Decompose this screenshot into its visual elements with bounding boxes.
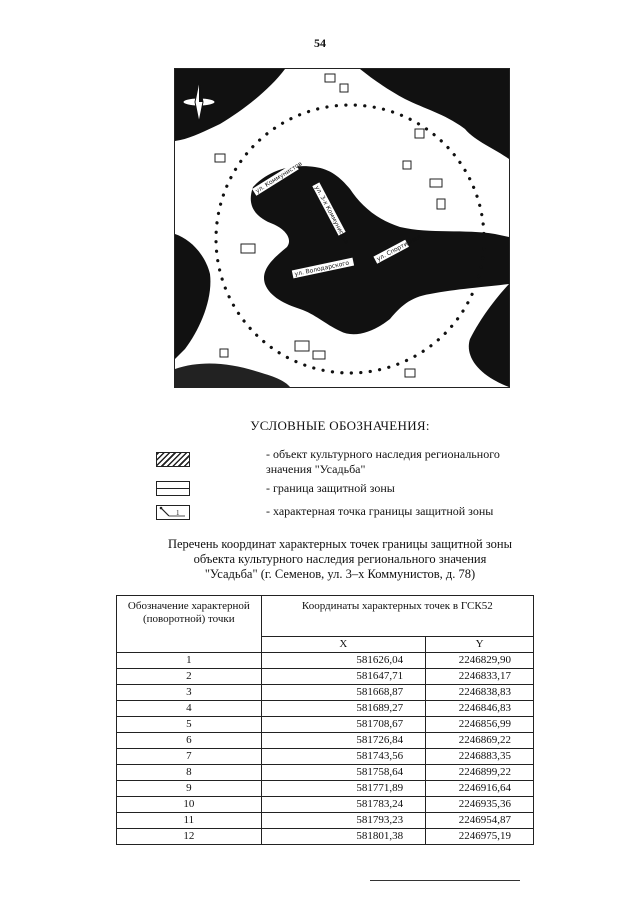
cell-point: 8	[117, 765, 262, 781]
cell-point: 7	[117, 749, 262, 765]
cell-x: 581771,89	[261, 781, 426, 797]
cell-y: 2246899,22	[426, 765, 534, 781]
table-row	[117, 797, 534, 813]
cell-y: 2246838,83	[426, 685, 534, 701]
heading-line: объекта культурного наследия регионального значения	[193, 552, 487, 566]
street-label: ул. Спортивная	[375, 233, 423, 263]
cell-y: 2246975,19	[426, 829, 534, 845]
site-plan-map	[174, 68, 510, 388]
page-number: 54	[314, 36, 326, 50]
cell-y: 2246846,83	[426, 701, 534, 717]
header-x: X	[261, 637, 426, 653]
legend-item-point: - характерная точка границы защитной зоны	[266, 504, 494, 518]
point-number-label: 1	[176, 509, 180, 517]
cell-x: 581626,04	[261, 653, 426, 669]
characteristic-point-icon	[156, 505, 190, 520]
cell-point: 6	[117, 733, 262, 749]
table-row	[117, 669, 534, 685]
legend-item-boundary: - граница защитной зоны	[266, 481, 395, 495]
cell-x: 581689,27	[261, 701, 426, 717]
cell-x: 581668,87	[261, 685, 426, 701]
cell-y: 2246856,99	[426, 717, 534, 733]
cell-y: 2246869,22	[426, 733, 534, 749]
terrain-area	[469, 284, 509, 387]
coordinates-table	[116, 595, 534, 845]
cell-point: 10	[117, 797, 262, 813]
table-row	[117, 717, 534, 733]
table-row	[117, 685, 534, 701]
cell-point: 3	[117, 685, 262, 701]
heading-line: Перечень координат характерных точек границы защитной зоны	[167, 537, 513, 551]
table-row	[117, 733, 534, 749]
cell-x: 581783,24	[261, 797, 426, 813]
cell-y: 2246954,87	[426, 813, 534, 829]
cell-y: 2246883,35	[426, 749, 534, 765]
estate-block	[251, 166, 509, 334]
boundary-line-icon	[156, 481, 190, 496]
cell-point: 9	[117, 781, 262, 797]
terrain-area	[360, 69, 509, 159]
cell-point: 1	[117, 653, 262, 669]
table-row	[117, 781, 534, 797]
legend-item-heritage: - объект культурного наследия регионального значения "Усадьба"	[266, 447, 500, 476]
cell-point: 12	[117, 829, 262, 845]
cell-y: 2246829,90	[426, 653, 534, 669]
table-row	[117, 749, 534, 765]
cell-x: 581647,71	[261, 669, 426, 685]
header-coordinates: Координаты характерных точек в ГСК52	[261, 596, 533, 637]
table-row	[117, 813, 534, 829]
header-y: Y	[426, 637, 534, 653]
cell-point: 5	[117, 717, 262, 733]
map-drawing	[175, 69, 509, 387]
table-row	[117, 653, 534, 669]
table-row	[117, 829, 534, 845]
cell-y: 2246833,17	[426, 669, 534, 685]
street-label: ул. 3-х Коммунистов	[313, 184, 350, 246]
footer-rule	[370, 880, 520, 881]
terrain-area	[175, 364, 290, 387]
heading-line: "Усадьба" (г. Семенов, ул. 3–х Коммунистов, д. 78)	[204, 567, 476, 581]
street-label: ул. Коммунистов	[254, 160, 304, 195]
cell-point: 4	[117, 701, 262, 717]
cell-x: 581743,56	[261, 749, 426, 765]
cell-x: 581801,38	[261, 829, 426, 845]
street-label: ул. Володарского	[293, 259, 350, 278]
hatched-rectangle-icon	[156, 452, 190, 467]
cell-x: 581726,84	[261, 733, 426, 749]
table-row	[117, 701, 534, 717]
cell-y: 2246935,36	[426, 797, 534, 813]
cell-x: 581793,23	[261, 813, 426, 829]
coordinates-heading	[0, 537, 640, 582]
cell-point: 2	[117, 669, 262, 685]
legend-title: УСЛОВНЫЕ ОБОЗНАЧЕНИЯ:	[250, 418, 430, 433]
terrain-area	[175, 234, 210, 359]
cell-point: 11	[117, 813, 262, 829]
cell-x: 581708,67	[261, 717, 426, 733]
cell-x: 581758,64	[261, 765, 426, 781]
cell-y: 2246916,64	[426, 781, 534, 797]
table-row	[117, 765, 534, 781]
header-point: Обозначение характерной (поворотной) точки	[117, 596, 262, 653]
